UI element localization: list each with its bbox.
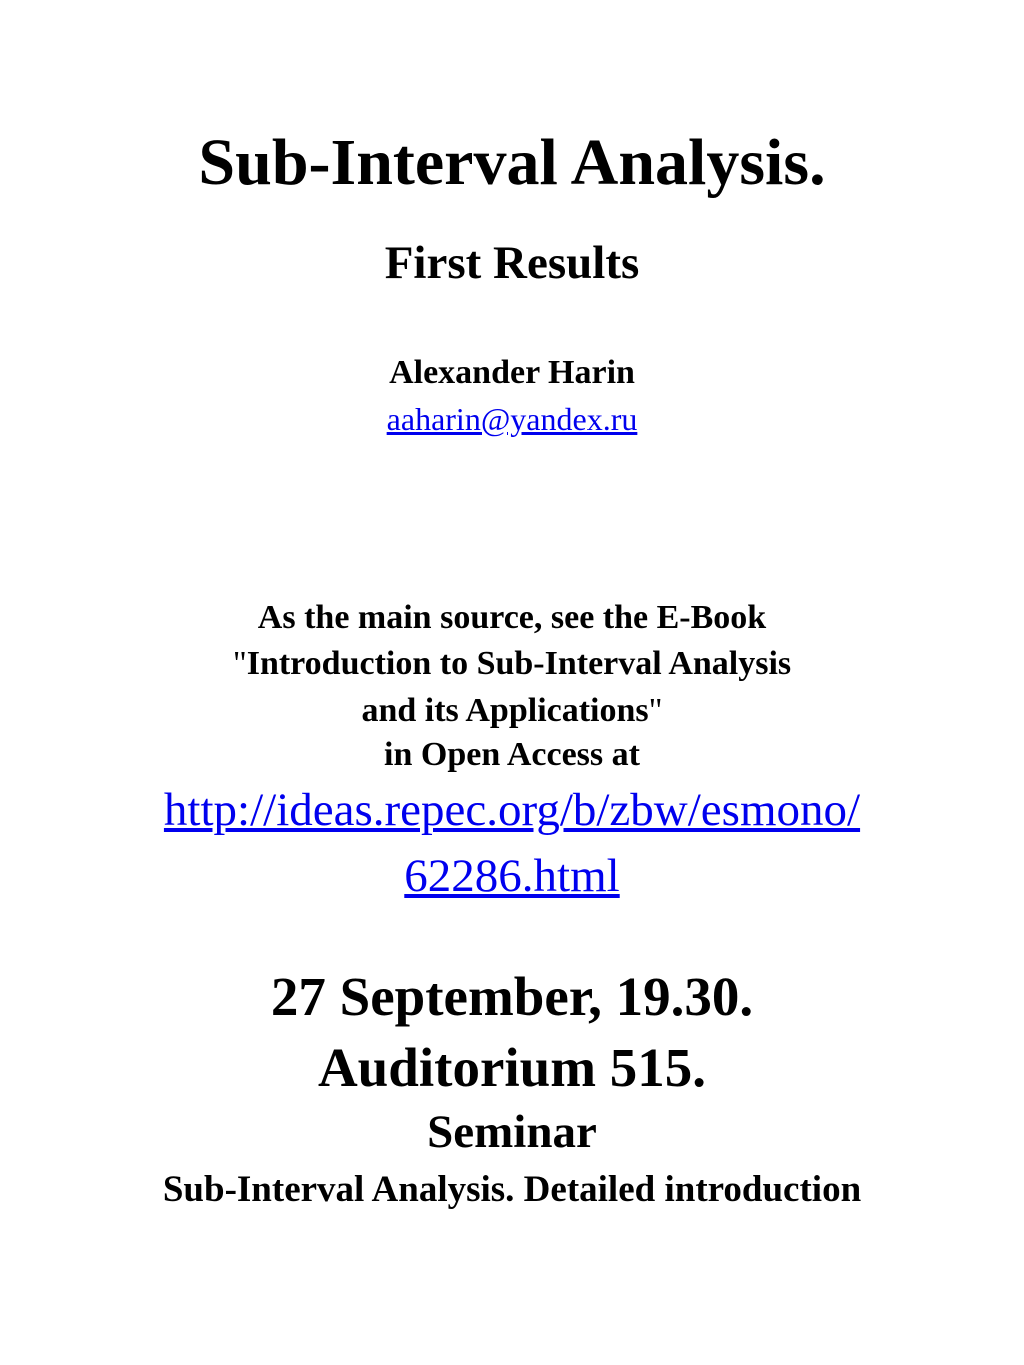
book-url-link-part2[interactable]: 62286.html [404,850,620,902]
book-title-line2 [0,694,1024,728]
author-email-link[interactable]: aaharin@yandex.ru [386,401,638,437]
book-title-part1: Introduction to Sub-Interval Analysis [246,645,792,682]
page-subtitle: First Results [384,237,640,289]
book-url-row-1 [0,784,1024,836]
author-email-row [0,403,1024,435]
page-title: Sub-Interval Analysis. [198,126,826,199]
event-type: Seminar [427,1106,597,1158]
quote-open: " [232,645,247,682]
book-url-link-part1[interactable]: http://ideas.repec.org/b/zbw/esmono/ [163,784,861,836]
event-topic: Sub-Interval Analysis. Detailed introduction [162,1169,862,1210]
open-access-note: in Open Access at [384,736,640,773]
event-date-time: 27 September, 19.30. [270,966,754,1027]
source-intro: As the main source, see the E-Book [257,599,767,636]
event-location: Auditorium 515. [317,1037,707,1098]
book-title-line1 [0,647,1024,681]
quote-close: " [648,692,663,729]
book-url-row-2 [0,850,1024,902]
author-name: Alexander Harin [389,354,635,391]
book-title-part2: and its Applications [361,692,649,729]
